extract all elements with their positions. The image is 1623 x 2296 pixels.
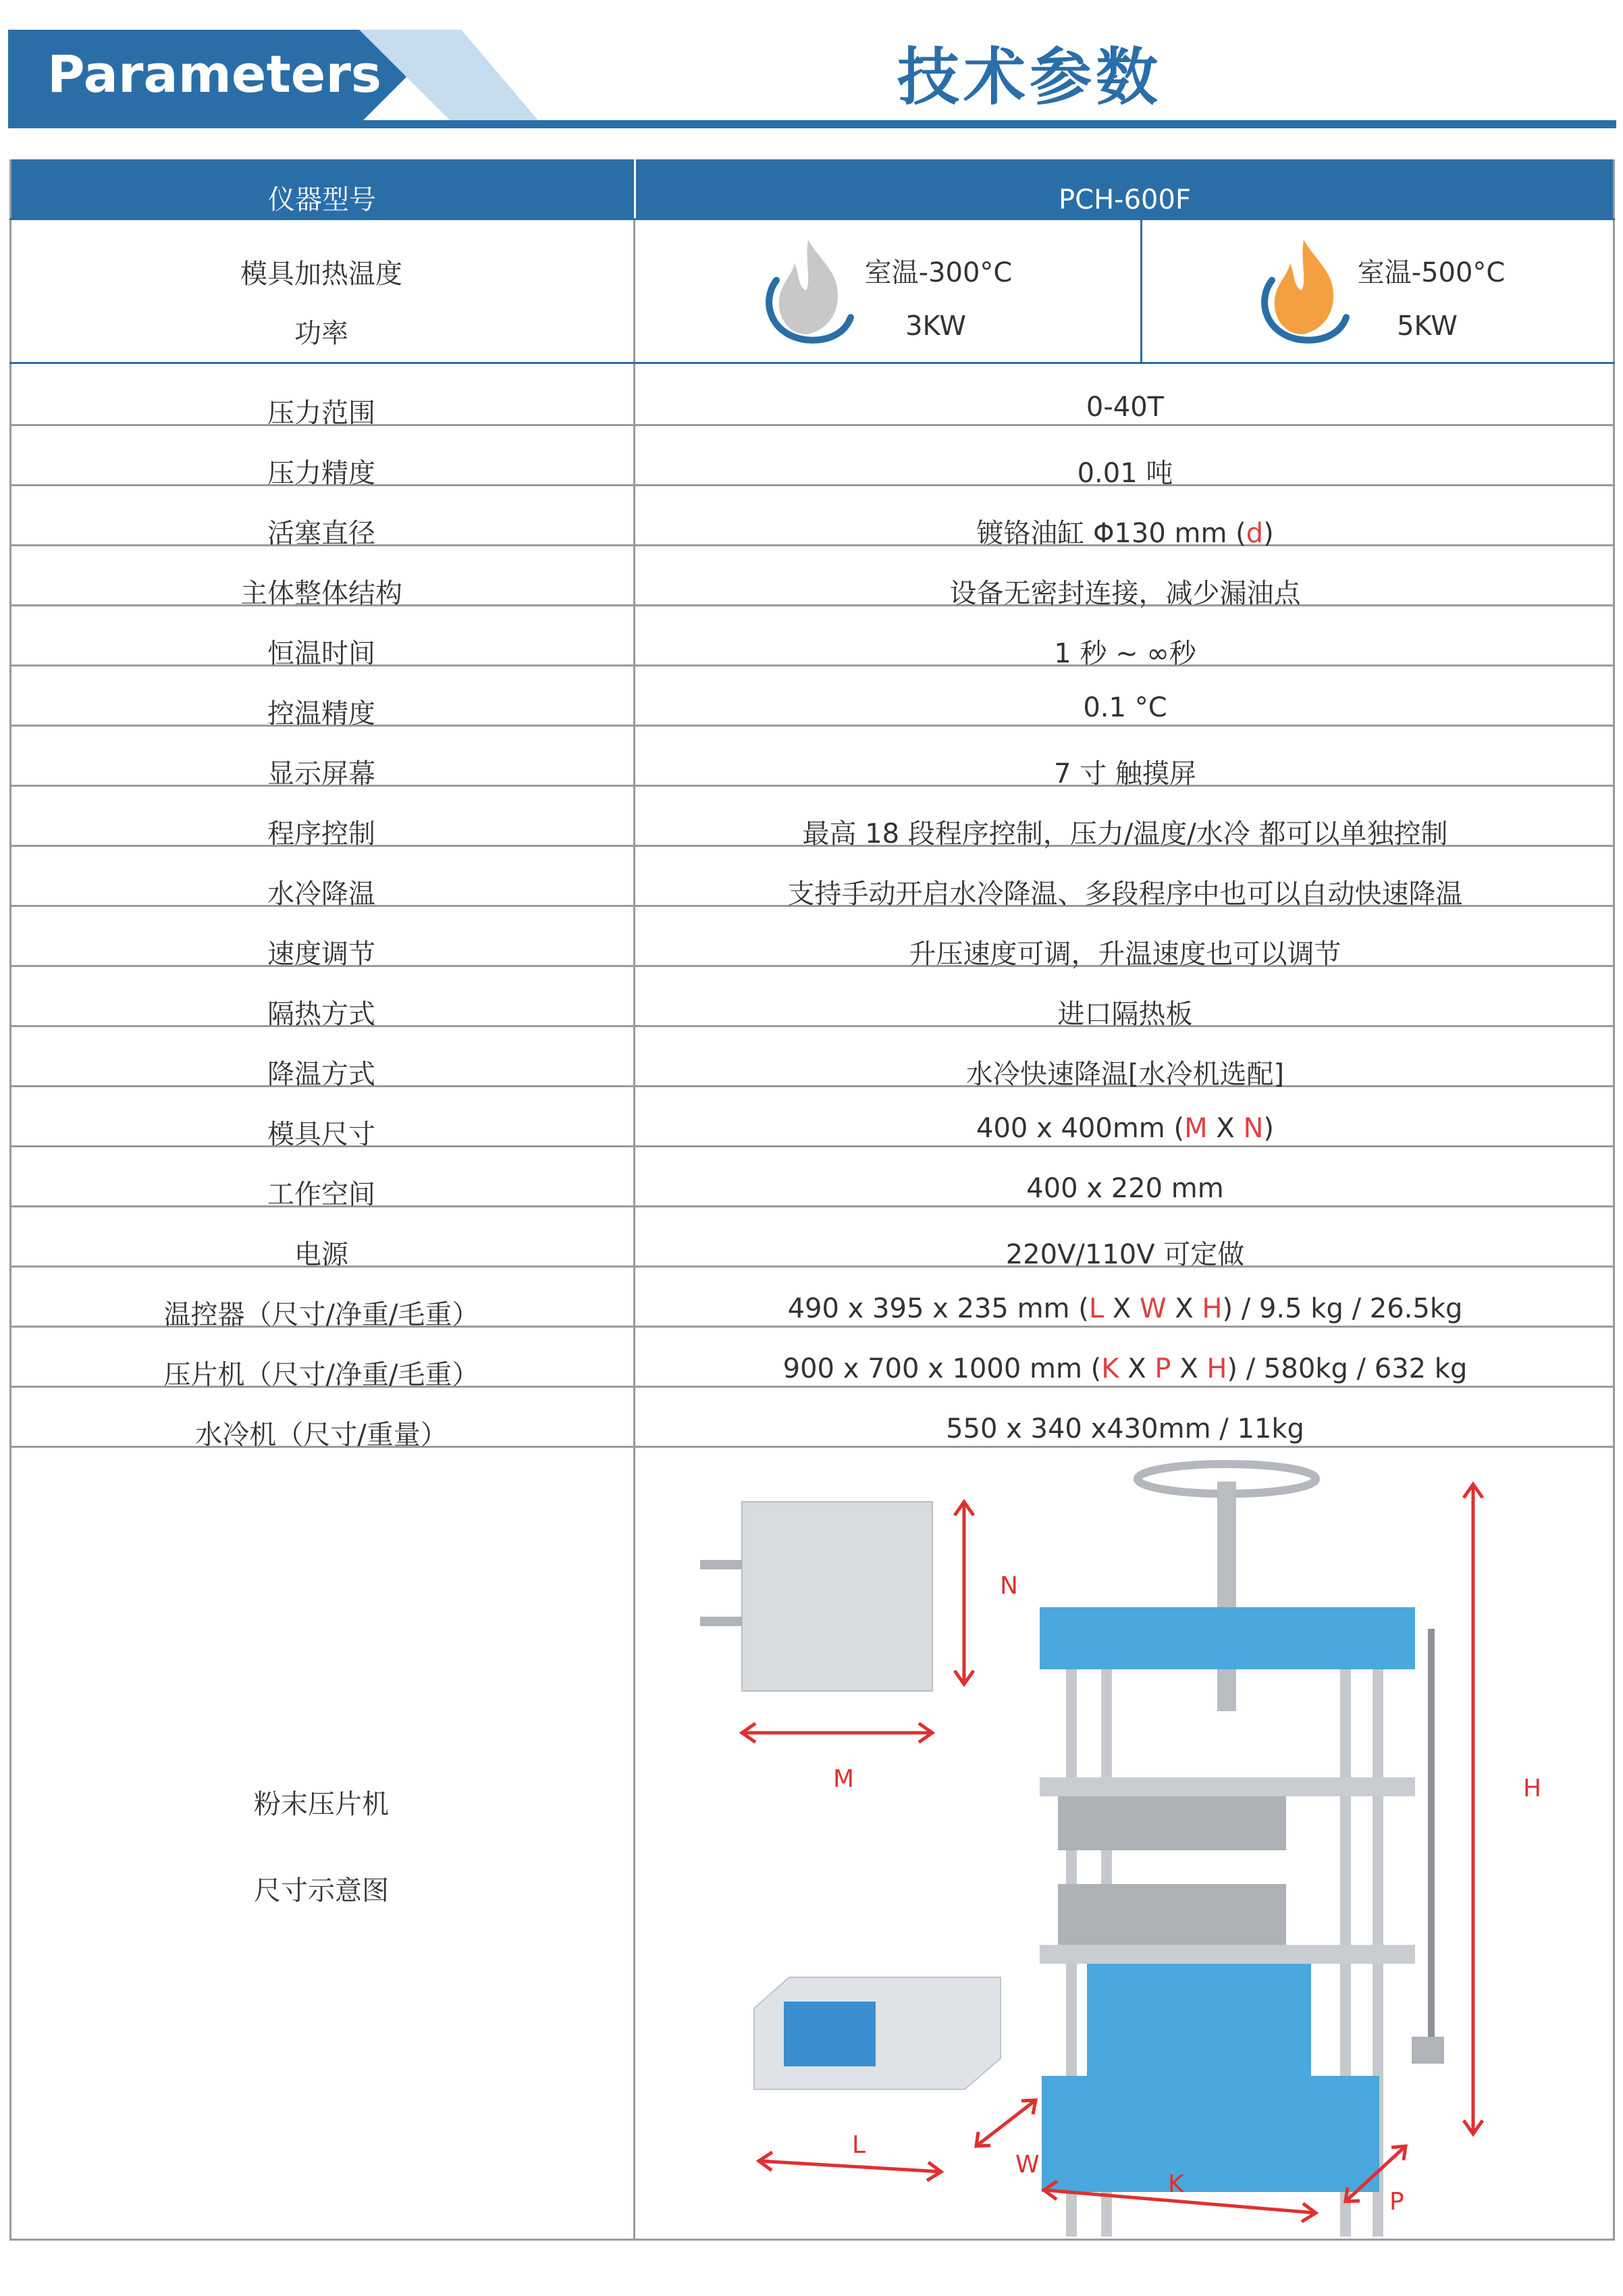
table-header-label: 仪器型号: [268, 184, 376, 215]
dimension-label-w: W: [1015, 2151, 1040, 2178]
heating-a-power: 3KW: [905, 311, 966, 342]
heating-a-temp: 室温-300°C: [864, 257, 1013, 288]
row-label-work-space: 工作空间: [267, 1179, 375, 1210]
row-value-speed: 升压速度可调，升温速度也可以调节: [909, 939, 1341, 970]
row-line: [9, 362, 1615, 364]
value-red-text: d: [1246, 518, 1264, 549]
dimension-arrow-l: [759, 2152, 941, 2181]
mold-plate-image: [700, 1502, 932, 1691]
dimension-label-k: K: [1168, 2170, 1184, 2198]
value-text: X: [1171, 1353, 1207, 1384]
row-value-program: 最高 18 段程序控制，压力/温度/水冷 都可以单独控制: [802, 818, 1448, 850]
row-label-structure: 主体整体结构: [240, 578, 402, 609]
row-value-power-supply: 220V/110V 可定做: [1005, 1239, 1245, 1270]
value-text: X: [1119, 1353, 1155, 1384]
header-title-en: Parameters: [47, 44, 382, 104]
row-value-mold-size: [635, 1113, 1615, 1144]
flame-orange-icon: [1253, 233, 1354, 348]
value-text: ): [1263, 1113, 1274, 1144]
dimension-label-h: H: [1523, 1775, 1542, 1802]
row-value-pressure-range: 0-40T: [1086, 392, 1165, 423]
dimension-label-n: N: [1000, 1572, 1018, 1600]
dimension-arrow-h: [1464, 1484, 1483, 2134]
dimension-arrow-n: [955, 1502, 974, 1684]
value-text: X: [1166, 1293, 1202, 1324]
row-label-controller: 温控器（尺寸/净重/毛重）: [163, 1299, 479, 1330]
row-value-temp-precision: 0.1 °C: [1083, 692, 1167, 723]
row-value-work-space: 400 x 220 mm: [1026, 1173, 1224, 1204]
heating-b-power: 5KW: [1397, 311, 1458, 342]
row-label-insulation: 隔热方式: [267, 999, 375, 1030]
value-red-text: K: [1101, 1353, 1119, 1384]
value-red-text: M: [1184, 1113, 1208, 1144]
value-text: ) / 9.5 kg / 26.5kg: [1222, 1293, 1463, 1324]
row-label-display: 显示屏幕: [267, 758, 375, 789]
value-red-text: H: [1206, 1353, 1227, 1384]
row-label-cooling-method: 降温方式: [267, 1059, 375, 1090]
value-red-text: P: [1154, 1353, 1171, 1384]
row-line: [9, 218, 1615, 220]
heating-b-temp: 室温-500°C: [1357, 257, 1506, 288]
row-value-structure: 设备无密封连接，减少漏油点: [949, 578, 1301, 609]
row-value-cooling-method: 水冷快速降温[水冷机选配]: [965, 1059, 1285, 1090]
controller-image: [754, 1977, 1001, 2089]
row-value-water-cooling: 支持手动开启水冷降温、多段程序中也可以自动快速降温: [787, 879, 1463, 910]
row-label-pressure-precision: 压力精度: [267, 458, 375, 489]
row-value-hold-time: 1 秒 ~ ∞秒: [1054, 638, 1196, 669]
heating-label-power: 功率: [294, 318, 348, 349]
value-text: X: [1207, 1113, 1244, 1144]
heating-divider: [1140, 220, 1142, 362]
value-red-text: W: [1139, 1293, 1167, 1324]
row-label-piston-diameter: 活塞直径: [267, 518, 375, 549]
diagram-label-subtitle: 尺寸示意图: [254, 1875, 389, 1906]
row-label-pressure-range: 压力范围: [267, 398, 375, 429]
value-red-text: H: [1202, 1293, 1223, 1324]
value-text: ) / 580kg / 632 kg: [1227, 1353, 1468, 1384]
heating-label-temp: 模具加热温度: [240, 259, 402, 290]
row-label-program: 程序控制: [267, 818, 375, 850]
dimension-arrow-w: [976, 2100, 1036, 2146]
table-header-value: PCH-600F: [1059, 184, 1191, 215]
flame-gray-icon: [757, 233, 859, 348]
row-label-hold-time: 恒温时间: [267, 638, 375, 669]
value-red-text: N: [1243, 1113, 1264, 1144]
row-label-temp-precision: 控温精度: [267, 698, 375, 729]
row-value-display: 7 寸 触摸屏: [1054, 758, 1196, 789]
row-value-insulation: 进口隔热板: [1057, 999, 1193, 1030]
value-text: X: [1104, 1293, 1140, 1324]
value-text: ): [1263, 518, 1274, 549]
row-label-press: 压片机（尺寸/净重/毛重）: [163, 1359, 479, 1390]
row-value-controller: [635, 1293, 1615, 1324]
dimension-label-p: P: [1389, 2188, 1404, 2216]
row-label-mold-size: 模具尺寸: [267, 1119, 375, 1150]
value-text: 镀铬油缸 Φ130 mm (: [976, 518, 1246, 549]
header-title-zh: 技术参数: [897, 41, 1162, 113]
row-value-pressure-precision: 0.01 吨: [1077, 458, 1173, 489]
value-red-text: L: [1088, 1293, 1105, 1324]
row-value-press: [635, 1353, 1615, 1384]
row-label-speed: 速度调节: [267, 939, 375, 970]
dimension-arrow-m: [742, 1723, 932, 1742]
row-label-water-cooling: 水冷降温: [267, 879, 375, 910]
value-text: 900 x 700 x 1000 mm (: [782, 1353, 1102, 1384]
value-text: 400 x 400mm (: [976, 1113, 1185, 1144]
press-diagram: [635, 1448, 1607, 2238]
diagram-label-title: 粉末压片机: [254, 1789, 389, 1820]
row-value-piston-diameter: [635, 512, 1615, 550]
row-label-chiller: 水冷机（尺寸/重量）: [195, 1419, 448, 1451]
press-machine-image: [1040, 1464, 1444, 2237]
dimension-label-m: M: [833, 1765, 855, 1793]
value-text: 490 x 395 x 235 mm (: [787, 1293, 1089, 1324]
dimension-label-l: L: [852, 2131, 866, 2159]
row-value-chiller: 550 x 340 x430mm / 11kg: [946, 1413, 1304, 1444]
header-underline: [8, 120, 1616, 128]
row-label-power-supply: 电源: [294, 1239, 348, 1270]
